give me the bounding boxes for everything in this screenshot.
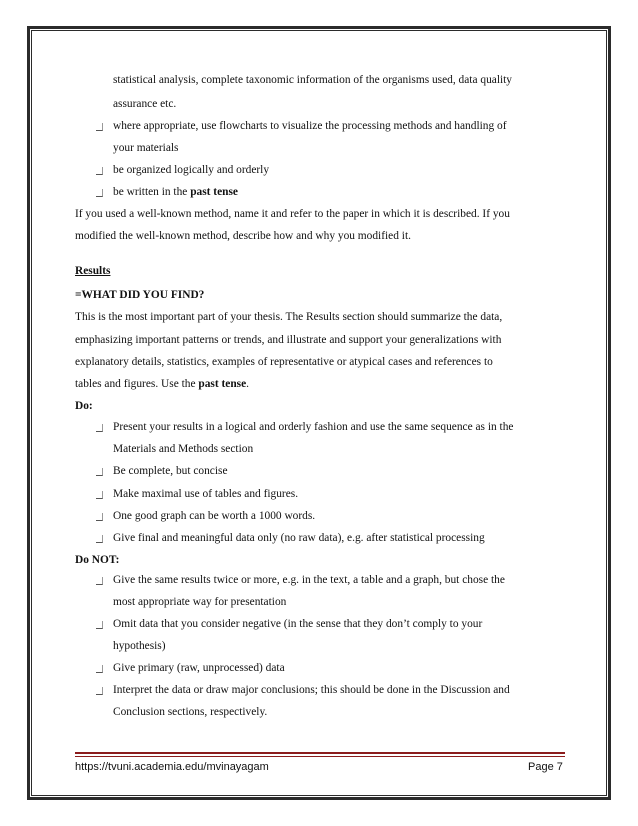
bullet-icon bbox=[96, 577, 103, 585]
paragraph-line: emphasizing important patterns or trends, and illustrate and support your generalizations with bbox=[75, 334, 502, 346]
bullet-icon bbox=[96, 189, 103, 197]
bullet-icon bbox=[96, 665, 103, 673]
footer-rule bbox=[75, 752, 565, 754]
list-item: One good graph can be worth a 1000 words. bbox=[113, 510, 316, 522]
bullet-icon bbox=[96, 424, 103, 432]
text-fragment: be written in the bbox=[113, 186, 191, 198]
emphasis: past tense bbox=[190, 186, 238, 198]
paragraph-line: This is the most important part of your thesis. The Results section should summarize the data, bbox=[75, 311, 503, 323]
list-item: most appropriate way for presentation bbox=[113, 596, 287, 608]
text-line: your materials bbox=[113, 142, 179, 154]
text-fragment: . bbox=[246, 378, 250, 390]
paragraph-line: explanatory details, statistics, examples of representative or atypical cases and references to bbox=[75, 356, 493, 368]
list-item: Be complete, but concise bbox=[113, 465, 228, 477]
list-item: Interpret the data or draw major conclusions; this should be done in the Discussion and bbox=[113, 684, 510, 696]
bullet-icon bbox=[96, 513, 103, 521]
bullet-icon bbox=[96, 687, 103, 695]
text-line: be organized logically and orderly bbox=[113, 164, 270, 176]
text-line: assurance etc. bbox=[113, 98, 177, 110]
paragraph-line bbox=[75, 377, 249, 391]
footer-rule bbox=[75, 756, 565, 757]
list-item: Give the same results twice or more, e.g. in the text, a table and a graph, but chose the bbox=[113, 574, 505, 586]
list-item: Conclusion sections, respectively. bbox=[113, 706, 268, 718]
bullet-icon bbox=[96, 535, 103, 543]
text-line: where appropriate, use flowcharts to visualize the processing methods and handling of bbox=[113, 120, 507, 132]
list-item: Omit data that you consider negative (in the sense that they don’t comply to your bbox=[113, 618, 483, 630]
text-fragment: tables and figures. Use the bbox=[75, 378, 199, 390]
section-subheading: =WHAT DID YOU FIND? bbox=[75, 289, 205, 301]
bullet-icon bbox=[96, 167, 103, 175]
list-item: Give final and meaningful data only (no raw data), e.g. after statistical processing bbox=[113, 532, 485, 544]
text-line: If you used a well-known method, name it and refer to the paper in which it is described. If you bbox=[75, 208, 510, 220]
section-heading-results: Results bbox=[75, 265, 111, 277]
emphasis: past tense bbox=[198, 378, 247, 390]
list-item: hypothesis) bbox=[113, 640, 166, 652]
list-item: Give primary (raw, unprocessed) data bbox=[113, 662, 285, 674]
list-item: Make maximal use of tables and figures. bbox=[113, 488, 299, 500]
donot-heading: Do NOT: bbox=[75, 554, 120, 566]
list-item: Materials and Methods section bbox=[113, 443, 254, 455]
bullet-icon bbox=[96, 491, 103, 499]
footer-url-link[interactable]: https://tvuni.academia.edu/mvinayagam bbox=[75, 761, 269, 773]
bullet-icon bbox=[96, 123, 103, 131]
list-item: Present your results in a logical and orderly fashion and use the same sequence as in the bbox=[113, 421, 514, 433]
text-line bbox=[113, 185, 238, 199]
text-line: modified the well-known method, describe how and why you modified it. bbox=[75, 230, 411, 242]
do-heading: Do: bbox=[75, 400, 93, 412]
bullet-icon bbox=[96, 468, 103, 476]
page-number: Page 7 bbox=[528, 761, 563, 773]
bullet-icon bbox=[96, 621, 103, 629]
text-line: statistical analysis, complete taxonomic information of the organisms used, data quality bbox=[113, 74, 513, 86]
